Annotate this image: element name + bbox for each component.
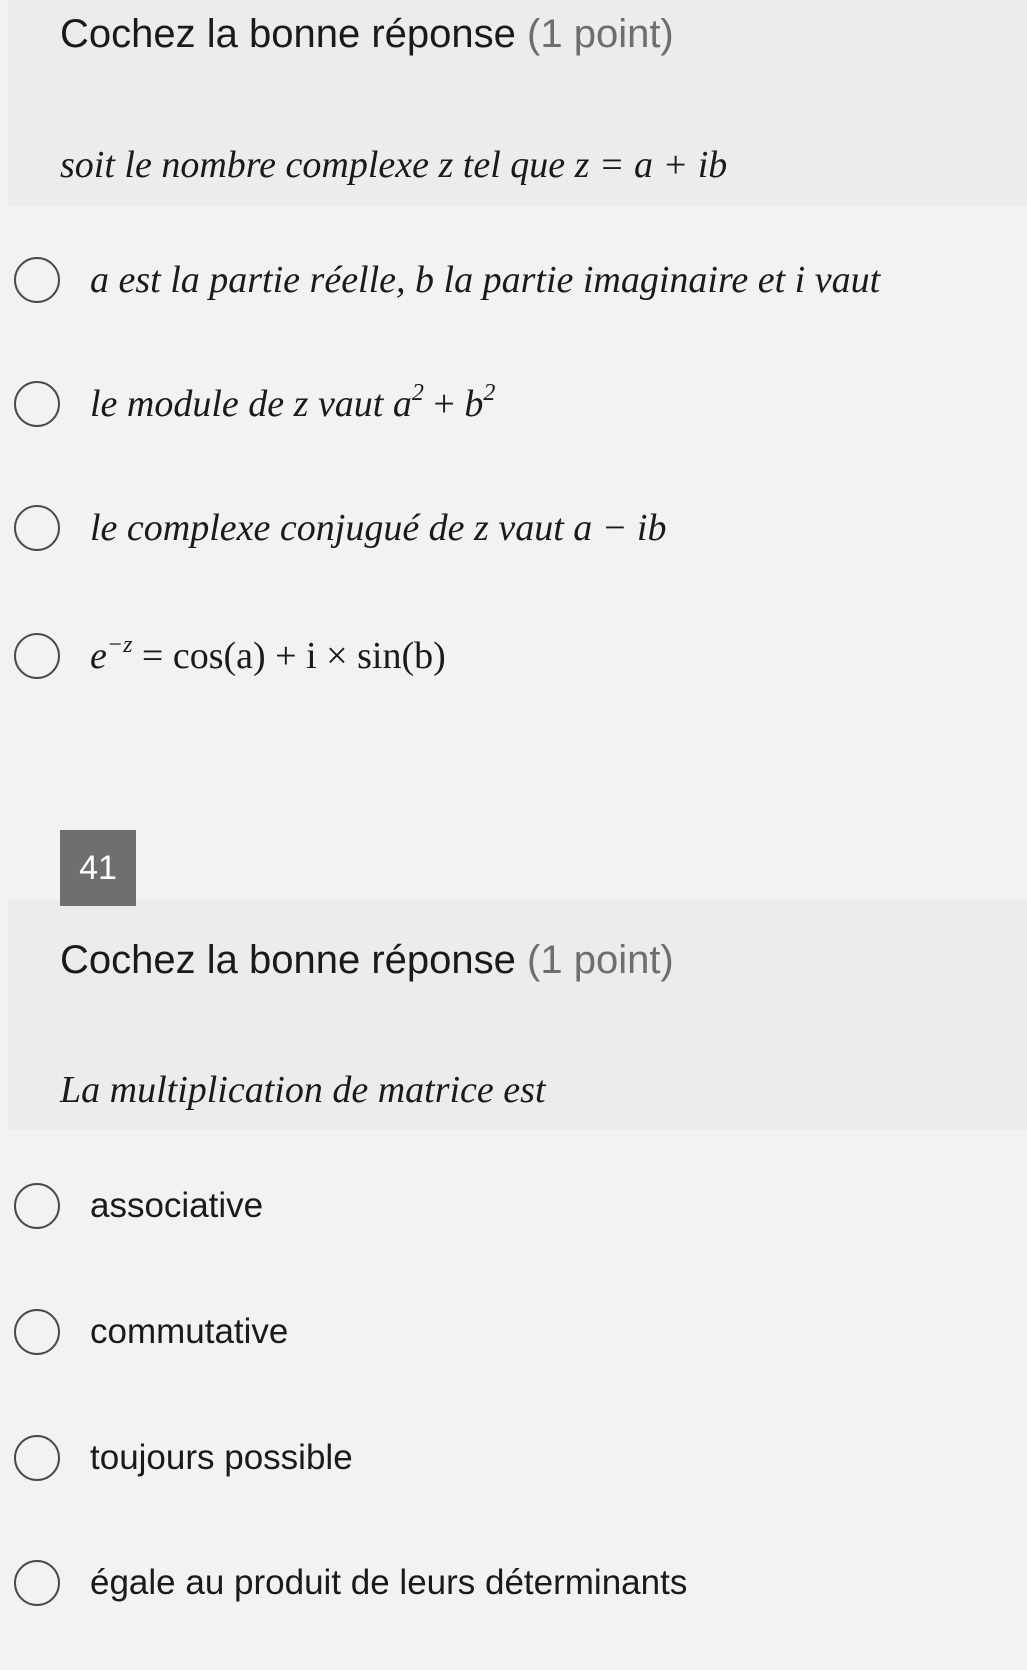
question-title-text: Cochez la bonne réponse [60, 12, 516, 56]
radio-button[interactable] [14, 505, 60, 551]
radio-button[interactable] [14, 1435, 60, 1481]
option-math-base: a [392, 383, 412, 425]
question-title-text: Cochez la bonne réponse [60, 938, 516, 982]
option-label [90, 634, 446, 678]
option-label-prefix: le module de z vaut [90, 383, 393, 425]
question-41-title [60, 938, 674, 983]
radio-button[interactable] [14, 633, 60, 679]
question-points: (1 point) [527, 12, 674, 56]
question-41-stem: La multiplication de matrice est [60, 1069, 546, 1111]
radio-button[interactable] [14, 1183, 60, 1229]
option-exponent: 2 [411, 380, 424, 406]
option-label [90, 382, 495, 426]
radio-button[interactable] [14, 257, 60, 303]
q41-option-1[interactable] [14, 1178, 263, 1234]
question-40-stem: soit le nombre complexe z tel que z = a + ib [60, 144, 728, 186]
q40-option-4[interactable] [14, 628, 446, 684]
option-label: égale au produit de leurs déterminants [90, 1563, 688, 1602]
q41-option-4[interactable] [14, 1555, 687, 1611]
option-label: a est la partie réelle, b la partie imaginaire et i vaut [90, 259, 881, 301]
question-40-title [60, 12, 674, 57]
option-exponent: 2 [483, 380, 496, 406]
question-number-badge: 41 [60, 830, 136, 906]
option-exponent: −z [106, 632, 133, 658]
option-math-base: e [90, 635, 107, 677]
option-label: le complexe conjugué de z vaut a − ib [90, 507, 667, 549]
option-label-rest: = cos(a) + i × sin(b) [132, 635, 446, 677]
radio-button[interactable] [14, 1309, 60, 1355]
radio-button[interactable] [14, 1560, 60, 1606]
q40-option-2[interactable] [14, 376, 495, 432]
q40-option-3[interactable] [14, 500, 666, 556]
option-label: commutative [90, 1312, 289, 1351]
q41-option-2[interactable] [14, 1304, 288, 1360]
question-points: (1 point) [527, 938, 674, 982]
option-label: toujours possible [90, 1438, 353, 1477]
q41-option-3[interactable] [14, 1430, 353, 1486]
option-label: associative [90, 1186, 264, 1225]
q40-option-1[interactable] [14, 252, 880, 308]
radio-button[interactable] [14, 381, 60, 427]
option-operator: + [423, 383, 465, 425]
option-math-base: b [464, 383, 484, 425]
